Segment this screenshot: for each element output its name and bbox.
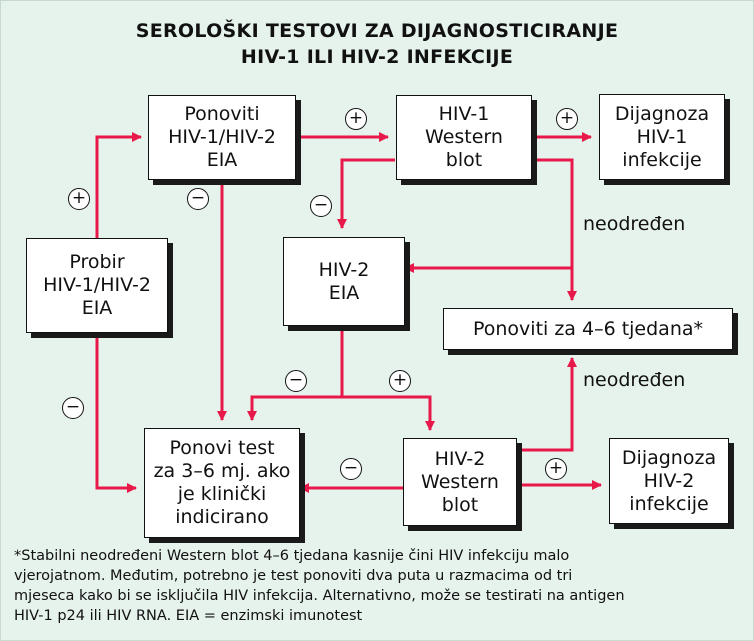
box-text: indicirano	[175, 506, 269, 528]
box-hiv2-western-blot	[403, 438, 517, 526]
box-text: Dijagnoza	[614, 102, 710, 125]
box-hiv2-eia	[283, 237, 405, 326]
box-text: Probir	[69, 251, 125, 273]
negative-sign-icon: −	[310, 195, 332, 217]
arrow-hiv2-eia-to-hiv2-wb	[342, 397, 430, 430]
box-text: blot	[441, 493, 479, 516]
arrow-probir-to-ponoviti	[97, 137, 141, 238]
negative-sign-icon: −	[62, 397, 84, 419]
box-text: Western	[425, 126, 503, 148]
box-text: Dijagnoza	[621, 446, 717, 469]
box-ponoviti-eia	[148, 95, 296, 180]
box-text: Western	[421, 470, 499, 493]
negative-sign-icon: −	[340, 458, 362, 480]
footnote	[14, 546, 744, 626]
box-text: infekcije	[622, 148, 702, 171]
box-text: infekcije	[629, 492, 709, 515]
negative-sign-icon: −	[285, 370, 307, 392]
footnote-line: mjeseca kako bi se isključila HIV infekcija. Alternativno, može se testirati na antigen	[14, 588, 625, 604]
box-text: blot	[445, 149, 483, 171]
arrow-probir-to-ponovi-test	[97, 333, 136, 488]
footnote-line: HIV-1 p24 ili HIV RNA. EIA = enzimski imunotest	[14, 608, 363, 624]
title-line-2: HIV-1 ILI HIV-2 INFEKCIJE	[240, 46, 514, 68]
arrow-hiv1-wb-to-ponoviti-4-6	[532, 160, 572, 300]
box-text: EIA	[81, 297, 113, 319]
positive-sign-icon: +	[345, 108, 367, 130]
box-text: za 3–6 mj. ako	[153, 460, 291, 482]
negative-sign-icon: −	[187, 188, 209, 210]
box-text: Ponoviti	[184, 103, 260, 125]
positive-sign-icon: +	[389, 370, 411, 392]
box-dijagnoza-hiv1	[599, 94, 725, 180]
box-ponoviti-4-6-tjedana	[443, 308, 733, 350]
footnote-line: *Stabilni neodređeni Western blot 4–6 tjedana kasnije čini HIV infekciju malo	[14, 548, 570, 564]
arrow-hiv1-wb-to-hiv2-eia	[342, 160, 395, 228]
label-neodreden-hiv2: neodređen	[583, 369, 686, 391]
positive-sign-icon: +	[68, 188, 90, 210]
box-text: HIV-1/HIV-2	[168, 126, 276, 148]
box-hiv1-western-blot	[396, 95, 532, 180]
box-dijagnoza-hiv2	[609, 438, 729, 524]
positive-sign-icon: +	[545, 458, 567, 480]
box-text: HIV-1	[636, 125, 688, 148]
box-text: HIV-2	[434, 447, 486, 470]
title-line-1: SEROLOŠKI TESTOVI ZA DIJAGNOSTICIRANJE	[135, 20, 619, 42]
box-text: EIA	[328, 281, 360, 304]
box-text: HIV-1	[438, 103, 490, 125]
box-text: je klinički	[177, 483, 267, 505]
box-text: Ponovi test	[169, 437, 275, 459]
label-neodreden-hiv1: neodređen	[583, 213, 686, 235]
footnote-line: vjerojatnom. Međutim, potrebno je test ponoviti dva puta u razmacima od tri	[14, 568, 573, 584]
box-text: Ponoviti za 4–6 tjedana*	[472, 317, 704, 340]
box-ponovi-test	[144, 428, 300, 538]
box-text: EIA	[206, 149, 238, 171]
box-text: HIV-2	[318, 258, 370, 281]
positive-sign-icon: +	[556, 108, 578, 130]
box-text: HIV-2	[643, 469, 695, 492]
box-probir-eia	[26, 238, 168, 333]
arrow-hiv2-wb-to-ponoviti-4-6	[517, 358, 572, 450]
box-text: HIV-1/HIV-2	[43, 274, 151, 296]
